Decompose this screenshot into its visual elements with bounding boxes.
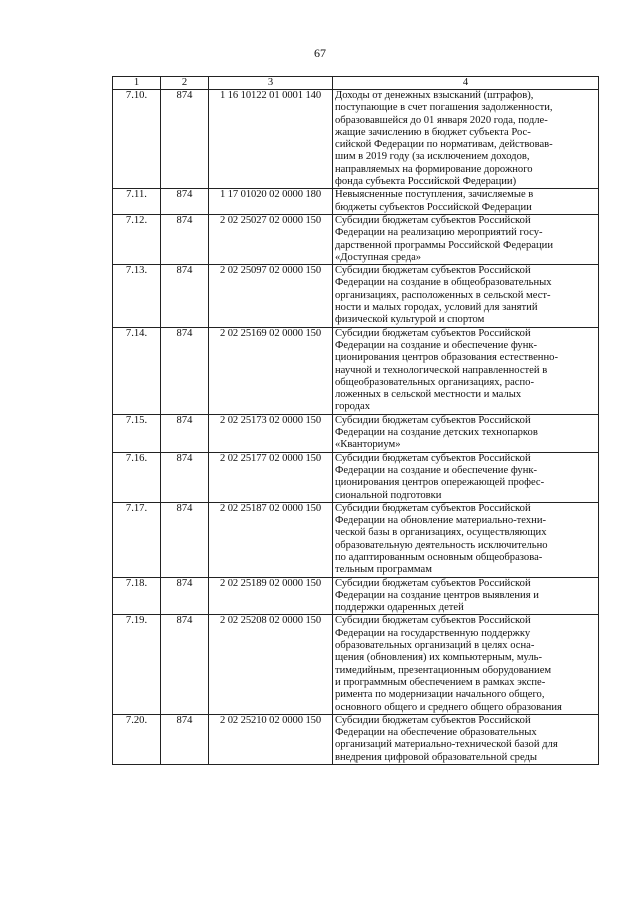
description-line: городах	[335, 401, 371, 413]
description-line: по адаптированным основным общеобразова-	[335, 551, 543, 563]
description-line: Федерации на обеспечение образовательных	[335, 727, 537, 739]
description-line: Федерации на создание и обеспечение функ-	[335, 464, 538, 476]
description-line: Федерации на реализацию мероприятий госу-	[335, 227, 543, 239]
description-line: Федерации на создание и обеспечение функ-	[335, 339, 538, 351]
header-row	[113, 77, 599, 90]
row-number-cell: 7.19.	[113, 615, 161, 714]
description-line: Субсидии бюджетам субъектов Российской	[335, 502, 531, 514]
description-line: Доходы от денежных взысканий (штрафов),	[335, 90, 534, 101]
row-number-cell: 7.12.	[113, 214, 161, 264]
description-line: шим в 2019 году (за исключением доходов,	[335, 151, 530, 163]
budget-code-cell: 1 16 10122 01 0001 140	[209, 90, 333, 189]
description-line: дарственной программы Российской Федерации	[335, 239, 553, 251]
description-cell	[333, 714, 599, 764]
budget-code-cell: 2 02 25177 02 0000 150	[209, 452, 333, 502]
table-row	[113, 452, 599, 502]
budget-code-cell: 2 02 25187 02 0000 150	[209, 502, 333, 577]
description-line: организаций материально-технической базой для	[335, 739, 558, 751]
description-line: тельным программам	[335, 564, 432, 576]
description-line: внедрения цифровой образовательной среды	[335, 751, 538, 763]
description-cell	[333, 90, 599, 189]
table-row	[113, 214, 599, 264]
description-line: Федерации на обновление материально-техни-	[335, 515, 547, 527]
header-col-4: 4	[333, 77, 599, 90]
description-cell	[333, 414, 599, 452]
description-line: Федерации на создание детских технопарков	[335, 427, 538, 439]
description-line: физической культурой и спортом	[335, 314, 485, 326]
administrator-code-cell: 874	[161, 90, 209, 189]
page-number: 67	[314, 46, 326, 60]
header-col-1: 1	[113, 77, 161, 90]
budget-code-cell: 2 02 25097 02 0000 150	[209, 265, 333, 327]
table-body	[113, 90, 599, 765]
row-number-cell: 7.15.	[113, 414, 161, 452]
description-line: ложенных в сельской местности и малых	[335, 389, 522, 401]
description-cell	[333, 189, 599, 215]
description-line: Федерации на создание центров выявления и	[335, 589, 539, 601]
table-row	[113, 615, 599, 714]
table-row	[113, 265, 599, 327]
description-line: сиональной подготовки	[335, 489, 442, 501]
administrator-code-cell: 874	[161, 265, 209, 327]
row-number-cell: 7.17.	[113, 502, 161, 577]
administrator-code-cell: 874	[161, 502, 209, 577]
description-cell	[333, 615, 599, 714]
description-line: Субсидии бюджетам субъектов Российской	[335, 615, 531, 627]
administrator-code-cell: 874	[161, 189, 209, 215]
table-row	[113, 90, 599, 189]
description-line: Федерации на создание в общеобразовательных	[335, 277, 552, 289]
description-line: «Доступная среда»	[335, 251, 422, 263]
description-line: щения (обновления) их компьютерным, муль-	[335, 652, 543, 664]
description-line: «Кванториум»	[335, 439, 401, 451]
description-line: образовавшейся до 01 января 2020 года, подле-	[335, 114, 548, 126]
header-col-3: 3	[209, 77, 333, 90]
description-line: Субсидии бюджетам субъектов Российской	[335, 265, 531, 277]
description-line: Федерации на государственную поддержку	[335, 627, 531, 639]
description-line: Субсидии бюджетам субъектов Российской	[335, 577, 531, 589]
description-line: ционирования центров опережающей профес-	[335, 477, 545, 489]
header-col-2: 2	[161, 77, 209, 90]
description-line: Невыясненные поступления, зачисляемые в	[335, 189, 534, 201]
administrator-code-cell: 874	[161, 615, 209, 714]
description-line: организациях, расположенных в сельской мест-	[335, 289, 551, 301]
description-line: поступающие в счет погашения задолженности,	[335, 102, 553, 114]
row-number-cell: 7.14.	[113, 327, 161, 414]
row-number-cell: 7.11.	[113, 189, 161, 215]
description-line: научной и технологической направленностей в	[335, 364, 548, 376]
table-row	[113, 189, 599, 215]
row-number-cell: 7.20.	[113, 714, 161, 764]
budget-code-cell: 2 02 25027 02 0000 150	[209, 214, 333, 264]
row-number-cell: 7.13.	[113, 265, 161, 327]
row-number-cell: 7.18.	[113, 577, 161, 615]
description-line: бюджеты субъектов Российской Федерации	[335, 201, 532, 213]
description-cell	[333, 214, 599, 264]
description-cell	[333, 577, 599, 615]
description-line: Субсидии бюджетам субъектов Российской	[335, 452, 531, 464]
administrator-code-cell: 874	[161, 414, 209, 452]
description-line: Субсидии бюджетам субъектов Российской	[335, 214, 531, 226]
description-line: и программным обеспечением в рамках экспе-	[335, 676, 546, 688]
description-line: ности и малых городах, условий для занятий	[335, 302, 538, 314]
budget-code-cell: 2 02 25169 02 0000 150	[209, 327, 333, 414]
budget-code-cell: 2 02 25208 02 0000 150	[209, 615, 333, 714]
description-line: сийской Федерации по нормативам, действовав-	[335, 139, 553, 151]
description-line: римента по модернизации начального общего,	[335, 689, 545, 701]
table-row	[113, 714, 599, 764]
table-row	[113, 577, 599, 615]
budget-code-cell: 2 02 25189 02 0000 150	[209, 577, 333, 615]
description-line: образовательную деятельность исключительно	[335, 539, 548, 551]
description-line: Субсидии бюджетам субъектов Российской	[335, 414, 531, 426]
description-line: образовательных организаций в целях осна-	[335, 640, 535, 652]
description-line: Субсидии бюджетам субъектов Российской	[335, 327, 531, 339]
description-line: Субсидии бюджетам субъектов Российской	[335, 714, 531, 726]
row-number-cell: 7.10.	[113, 90, 161, 189]
administrator-code-cell: 874	[161, 577, 209, 615]
description-cell	[333, 327, 599, 414]
budget-code-cell: 2 02 25210 02 0000 150	[209, 714, 333, 764]
description-cell	[333, 502, 599, 577]
description-line: направляемых на формирование дорожного	[335, 163, 533, 175]
administrator-code-cell: 874	[161, 214, 209, 264]
description-line: ционирования центров образования естественно-	[335, 352, 558, 364]
revenue-codes-table	[112, 76, 599, 765]
budget-code-cell: 2 02 25173 02 0000 150	[209, 414, 333, 452]
description-line: фонда субъекта Российской Федерации)	[335, 176, 517, 188]
table-row	[113, 414, 599, 452]
description-line: жащие зачислению в бюджет субъекта Рос-	[335, 126, 531, 138]
row-number-cell: 7.16.	[113, 452, 161, 502]
administrator-code-cell: 874	[161, 327, 209, 414]
description-cell	[333, 265, 599, 327]
budget-code-cell: 1 17 01020 02 0000 180	[209, 189, 333, 215]
administrator-code-cell: 874	[161, 714, 209, 764]
table-row	[113, 327, 599, 414]
description-line: общеобразовательных организациях, распо-	[335, 376, 534, 388]
administrator-code-cell: 874	[161, 452, 209, 502]
description-line: ческой базы в организациях, осуществляющих	[335, 527, 547, 539]
table-row	[113, 502, 599, 577]
description-line: тимедийным, презентационным оборудованием	[335, 664, 552, 676]
description-line: основного общего и среднего общего образования	[335, 701, 562, 713]
description-line: поддержки одаренных детей	[335, 602, 464, 614]
description-cell	[333, 452, 599, 502]
